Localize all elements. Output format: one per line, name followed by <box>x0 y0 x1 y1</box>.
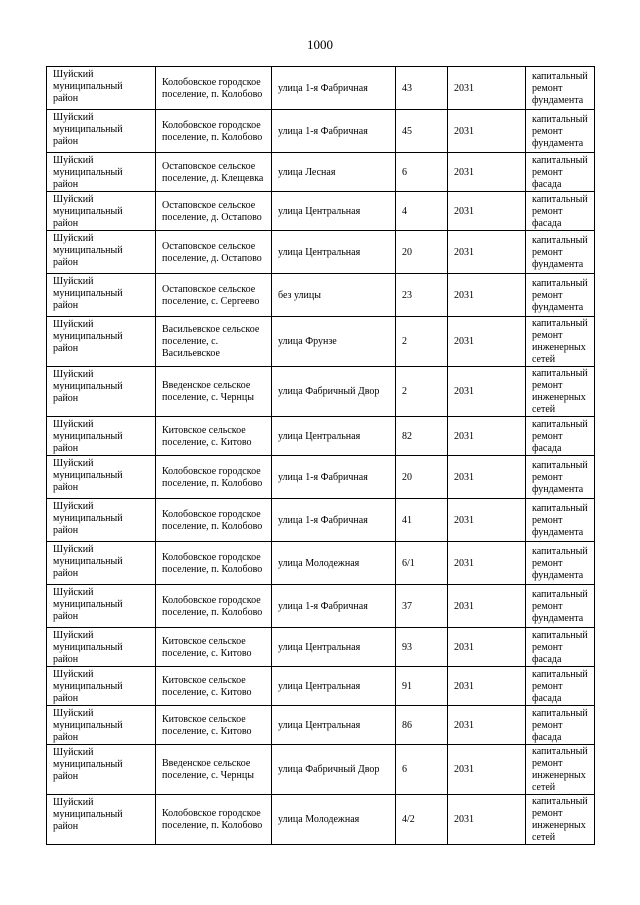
year-cell: 2031 <box>448 456 526 499</box>
work-type-cell: капитальный ремонт фасада <box>526 706 595 745</box>
table-row <box>47 153 595 192</box>
work-type-cell: капитальный ремонт инженерных сетей <box>526 367 595 417</box>
table-row <box>47 192 595 231</box>
house-number-cell: 23 <box>396 274 448 317</box>
house-number-cell: 93 <box>396 628 448 667</box>
street-cell: улица 1-я Фабричная <box>272 499 396 542</box>
settlement-cell: Колобовское городское поселение, п. Колобово <box>156 456 272 499</box>
district-cell: Шуйский муниципальный район <box>47 542 156 585</box>
work-type-cell: капитальный ремонт фундамента <box>526 456 595 499</box>
settlement-cell: Васильевское сельское поселение, с. Васильевское <box>156 317 272 367</box>
year-cell: 2031 <box>448 745 526 795</box>
table-row <box>47 745 595 795</box>
street-cell: улица Фабричный Двор <box>272 367 396 417</box>
house-number-cell: 82 <box>396 417 448 456</box>
settlement-cell: Колобовское городское поселение, п. Колобово <box>156 110 272 153</box>
year-cell: 2031 <box>448 231 526 274</box>
settlement-cell: Колобовское городское поселение, п. Колобово <box>156 795 272 845</box>
street-cell: улица 1-я Фабричная <box>272 585 396 628</box>
district-cell: Шуйский муниципальный район <box>47 456 156 499</box>
district-cell: Шуйский муниципальный район <box>47 745 156 795</box>
work-type-cell: капитальный ремонт фасада <box>526 667 595 706</box>
year-cell: 2031 <box>448 795 526 845</box>
house-number-cell: 20 <box>396 456 448 499</box>
work-type-cell: капитальный ремонт фундамента <box>526 542 595 585</box>
year-cell: 2031 <box>448 628 526 667</box>
year-cell: 2031 <box>448 153 526 192</box>
district-cell: Шуйский муниципальный район <box>47 110 156 153</box>
table-row <box>47 231 595 274</box>
street-cell: улица Фрунзе <box>272 317 396 367</box>
street-cell: улица Лесная <box>272 153 396 192</box>
house-number-cell: 41 <box>396 499 448 542</box>
housing-repair-table <box>46 66 595 845</box>
work-type-cell: капитальный ремонт инженерных сетей <box>526 795 595 845</box>
house-number-cell: 86 <box>396 706 448 745</box>
district-cell: Шуйский муниципальный район <box>47 367 156 417</box>
work-type-cell: капитальный ремонт фасада <box>526 628 595 667</box>
district-cell: Шуйский муниципальный район <box>47 499 156 542</box>
settlement-cell: Остаповское сельское поселение, д. Клещевка <box>156 153 272 192</box>
work-type-cell: капитальный ремонт фундамента <box>526 585 595 628</box>
street-cell: без улицы <box>272 274 396 317</box>
work-type-cell: капитальный ремонт фасада <box>526 192 595 231</box>
year-cell: 2031 <box>448 67 526 110</box>
district-cell: Шуйский муниципальный район <box>47 231 156 274</box>
house-number-cell: 91 <box>396 667 448 706</box>
house-number-cell: 6 <box>396 745 448 795</box>
street-cell: улица Центральная <box>272 667 396 706</box>
work-type-cell: капитальный ремонт фундамента <box>526 67 595 110</box>
street-cell: улица Центральная <box>272 192 396 231</box>
house-number-cell: 4 <box>396 192 448 231</box>
street-cell: улица Молодежная <box>272 795 396 845</box>
year-cell: 2031 <box>448 110 526 153</box>
table-row <box>47 628 595 667</box>
house-number-cell: 6 <box>396 153 448 192</box>
work-type-cell: капитальный ремонт фундамента <box>526 499 595 542</box>
settlement-cell: Колобовское городское поселение, п. Колобово <box>156 542 272 585</box>
street-cell: улица 1-я Фабричная <box>272 110 396 153</box>
settlement-cell: Китовское сельское поселение, с. Китово <box>156 706 272 745</box>
table-row <box>47 317 595 367</box>
settlement-cell: Введенское сельское поселение, с. Чернцы <box>156 367 272 417</box>
work-type-cell: капитальный ремонт инженерных сетей <box>526 317 595 367</box>
street-cell: улица Молодежная <box>272 542 396 585</box>
year-cell: 2031 <box>448 417 526 456</box>
district-cell: Шуйский муниципальный район <box>47 706 156 745</box>
settlement-cell: Остаповское сельское поселение, д. Остапово <box>156 231 272 274</box>
year-cell: 2031 <box>448 367 526 417</box>
settlement-cell: Остаповское сельское поселение, с. Сергеево <box>156 274 272 317</box>
house-number-cell: 43 <box>396 67 448 110</box>
table-row <box>47 367 595 417</box>
district-cell: Шуйский муниципальный район <box>47 67 156 110</box>
house-number-cell: 4/2 <box>396 795 448 845</box>
work-type-cell: капитальный ремонт инженерных сетей <box>526 745 595 795</box>
district-cell: Шуйский муниципальный район <box>47 274 156 317</box>
table-row <box>47 274 595 317</box>
table-row <box>47 456 595 499</box>
year-cell: 2031 <box>448 667 526 706</box>
table-row <box>47 110 595 153</box>
street-cell: улица Фабричный Двор <box>272 745 396 795</box>
district-cell: Шуйский муниципальный район <box>47 667 156 706</box>
table-row <box>47 499 595 542</box>
house-number-cell: 20 <box>396 231 448 274</box>
year-cell: 2031 <box>448 192 526 231</box>
street-cell: улица Центральная <box>272 231 396 274</box>
work-type-cell: капитальный ремонт фундамента <box>526 231 595 274</box>
settlement-cell: Колобовское городское поселение, п. Колобово <box>156 585 272 628</box>
street-cell: улица Центральная <box>272 417 396 456</box>
house-number-cell: 2 <box>396 317 448 367</box>
table-row <box>47 795 595 845</box>
year-cell: 2031 <box>448 274 526 317</box>
settlement-cell: Китовское сельское поселение, с. Китово <box>156 417 272 456</box>
house-number-cell: 2 <box>396 367 448 417</box>
year-cell: 2031 <box>448 585 526 628</box>
street-cell: улица 1-я Фабричная <box>272 456 396 499</box>
district-cell: Шуйский муниципальный район <box>47 192 156 231</box>
district-cell: Шуйский муниципальный район <box>47 628 156 667</box>
settlement-cell: Остаповское сельское поселение, д. Остапово <box>156 192 272 231</box>
year-cell: 2031 <box>448 706 526 745</box>
settlement-cell: Колобовское городское поселение, п. Колобово <box>156 67 272 110</box>
year-cell: 2031 <box>448 499 526 542</box>
table-row <box>47 667 595 706</box>
year-cell: 2031 <box>448 317 526 367</box>
work-type-cell: капитальный ремонт фундамента <box>526 110 595 153</box>
table-row <box>47 417 595 456</box>
page-number: 1000 <box>307 37 333 52</box>
settlement-cell: Колобовское городское поселение, п. Колобово <box>156 499 272 542</box>
house-number-cell: 37 <box>396 585 448 628</box>
table-row <box>47 706 595 745</box>
district-cell: Шуйский муниципальный район <box>47 585 156 628</box>
district-cell: Шуйский муниципальный район <box>47 153 156 192</box>
table-row <box>47 67 595 110</box>
settlement-cell: Китовское сельское поселение, с. Китово <box>156 628 272 667</box>
settlement-cell: Введенское сельское поселение, с. Чернцы <box>156 745 272 795</box>
street-cell: улица Центральная <box>272 706 396 745</box>
district-cell: Шуйский муниципальный район <box>47 795 156 845</box>
house-number-cell: 6/1 <box>396 542 448 585</box>
settlement-cell: Китовское сельское поселение, с. Китово <box>156 667 272 706</box>
house-number-cell: 45 <box>396 110 448 153</box>
work-type-cell: капитальный ремонт фасада <box>526 153 595 192</box>
work-type-cell: капитальный ремонт фасада <box>526 417 595 456</box>
year-cell: 2031 <box>448 542 526 585</box>
street-cell: улица 1-я Фабричная <box>272 67 396 110</box>
table-row <box>47 585 595 628</box>
work-type-cell: капитальный ремонт фундамента <box>526 274 595 317</box>
district-cell: Шуйский муниципальный район <box>47 317 156 367</box>
district-cell: Шуйский муниципальный район <box>47 417 156 456</box>
table-row <box>47 542 595 585</box>
table-body <box>47 67 595 845</box>
street-cell: улица Центральная <box>272 628 396 667</box>
